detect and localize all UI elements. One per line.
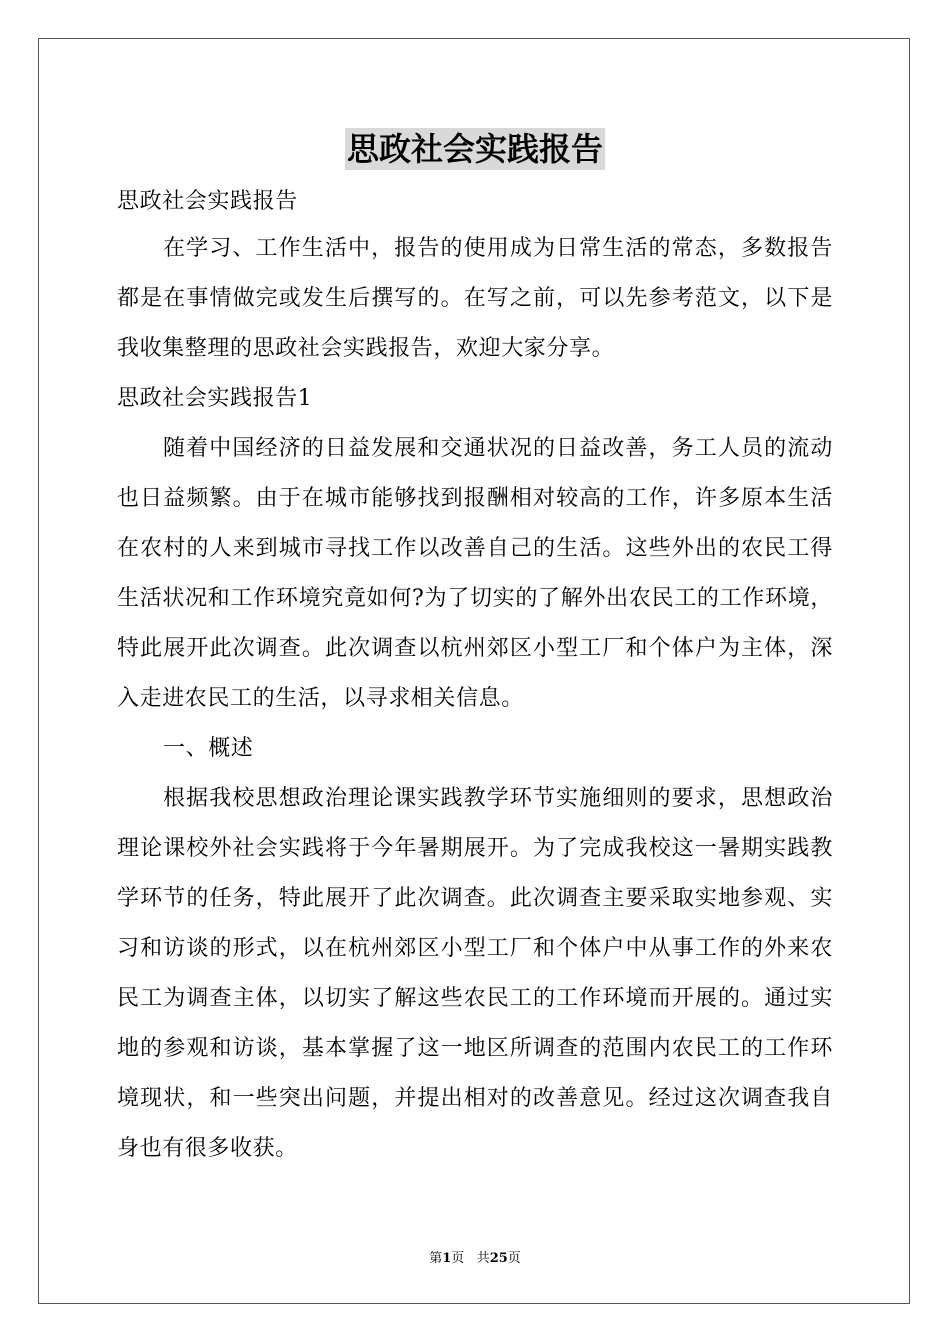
paragraph: 在学习、工作生活中，报告的使用成为日常生活的常态，多数报告都是在事情做完或发生后撰写的。在写之前，可以先参考范文，以下是我收集整理的思政社会实践报告，欢迎大家分享。 (117, 236, 833, 361)
document-title: 思政社会实践报告 (346, 130, 603, 168)
paragraph: 根据我校思想政治理论课实践教学环节实施细则的要求，思想政治理论课校外社会实践将于今年暑期展开。为了完成我校这一暑期实践教学环节的任务，特此展开了此次调查。此次调查主要采取实地参观、实习和访谈的形式，以在杭州郊区小型工厂和个体户中从事工作的外来农民工为调查主体，以切实了解这些农民工的工作环境而开展的。通过实地的参观和访谈，基本掌握了这一地区所调查的范围内农民工的工作环境现状，和一些突出问题，并提出相对的改善意见。经过这次调查我自身也有很多收获。 (117, 786, 833, 1161)
section-heading: 思政社会实践报告1 (117, 386, 313, 411)
document-body (117, 128, 833, 1174)
page-number: 1 (442, 1251, 452, 1266)
total-suffix: 页 (507, 1251, 521, 1266)
total-pages: 25 (489, 1251, 508, 1266)
title-wrap (117, 128, 833, 172)
total-prefix: 共 (476, 1251, 490, 1266)
paragraph: 思政社会实践报告 (117, 189, 298, 214)
section-heading: 一、概述 (163, 736, 254, 761)
page-suffix: 页 (451, 1251, 465, 1266)
paragraph: 随着中国经济的日益发展和交通状况的日益改善，务工人员的流动也日益频繁。由于在城市能够找到报酬相对较高的工作，许多原本生活在农村的人来到城市寻找工作以改善自己的生活。这些外出的农民工得生活状况和工作环境究竟如何?为了切实的了解外出农民工的工作环境，特此展开此次调查。此次调查以杭州郊区小型工厂和个体户为主体，深入走进农民工的生活，以寻求相关信息。 (117, 436, 833, 711)
page-prefix: 第 (429, 1251, 443, 1266)
page-footer (0, 1247, 950, 1266)
